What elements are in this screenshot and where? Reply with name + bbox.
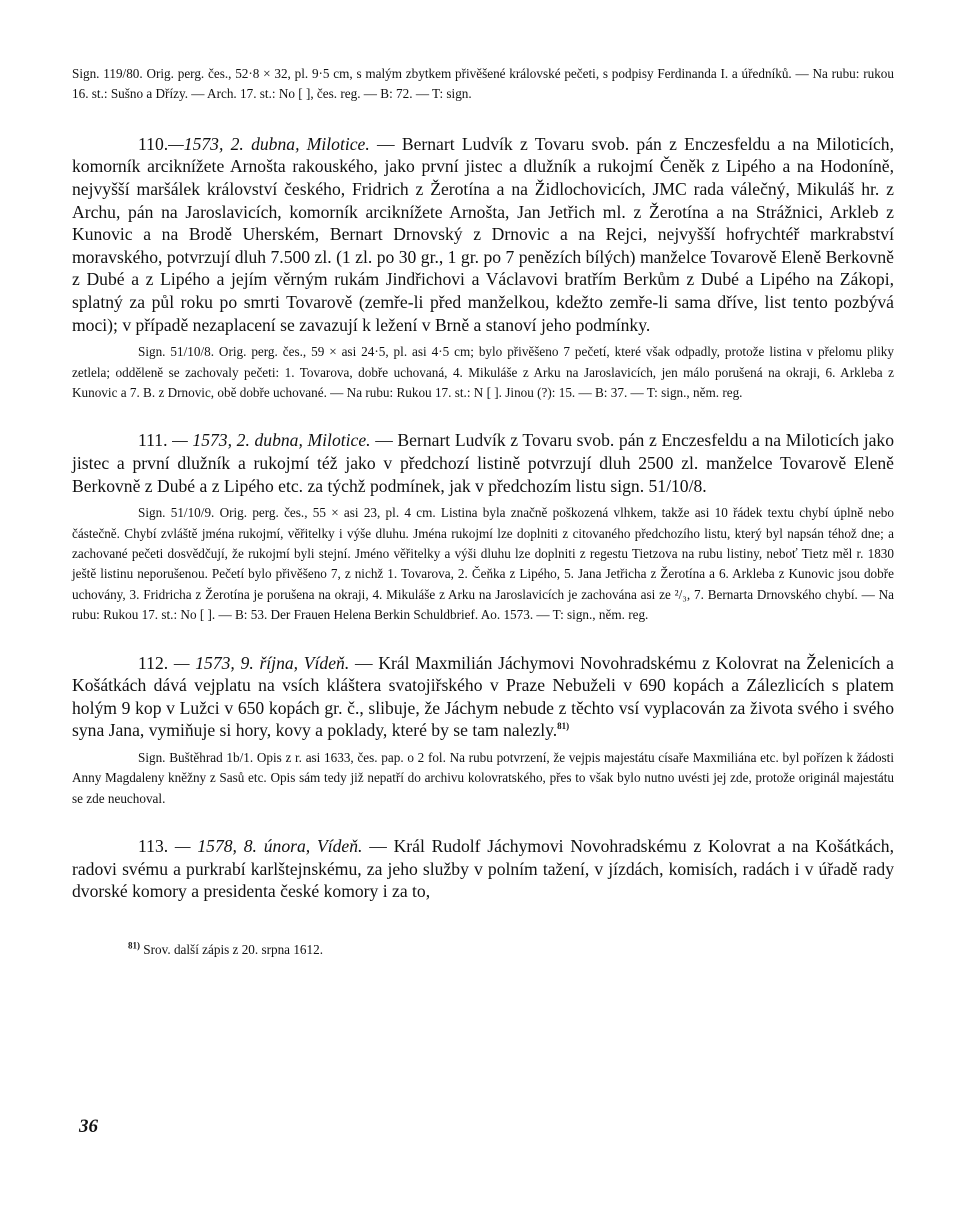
entry-date: — 1573, 9. října, Vídeň. <box>168 652 350 673</box>
entry-number: 112. <box>138 652 169 673</box>
entry-111 <box>72 429 894 497</box>
entry-text: — Král Maxmilián Jáchymovi Novohradskému z Kolovrat na Želenicích a Košátkách dává vejplatu na vsích kláštera svatojiřského v Praze Nebuželi v 690 kopách a Zálezlicích s platem holým 9 kop v Lužci v 650 kopách gr. č., slibuje, že Jáchym nebude z těchto vsí vyplacován za života svého i svého syna Jana, vymiňuje si hory, kovy a poklady, které by se tam nalezly. <box>72 652 894 741</box>
entry-112-note: Sign. Buštěhrad 1b/1. Opis z r. asi 1633, čes. pap. o 2 fol. Na rubu potvrzení, že vejpis majestátu císaře Maxmiliána etc. byl pořízen k žádosti Anny Magdaleny kněžny z Sasů etc. Opis sám tedy již nepatří do archivu kolovratského, přes to však bylo nutno uvésti jej zde, protože originál majestátu se zde neuchoval. <box>72 749 894 806</box>
footnote-text: Srov. další zápis z 20. srpna 1612. <box>140 941 324 957</box>
footnote-reference[interactable]: 81) <box>557 721 570 732</box>
entry-number: 111. <box>138 430 168 451</box>
entry-text: — Bernart Ludvík z Tovaru svob. pán z Enczesfeldu a na Miloticích, komorník arciknížete Arnošta rakouského, jako první jistec a dlužník a rukojmí Čeněk z Lipého a na Hodoníně, nejvyšší maršálek království českého, Fridrich z Žerotína a na Židlochovicích, JMC rada válečný, Mikuláš hr. z Archu, pán na Jaroslavicích, komorník arciknížete Arnošta, Jan Jetřich ml. z Žerotína a na Strážnici, Arkleb z Kunovic a na Brodě Uherském, Bernart Drnovský z Drnovic a na Rejci, nejvyšší hofrychtéř markrabství moravského, potvrzují dluh 7.500 zl. (1 zl. po 30 gr., 1 gr. po 7 penězích bílých) manželce Tovarově Eleně Berkovně z Dubé a z Lipého a jejím věrným rukám Jindřichovi a Václavovi bratřím Berkům z Dubé a Lipého na Zákopi, splatný za půl roku po smrti Tovarově (zemře-li před manželkou, kdežto zemře-li sama dříve, list tento pozbývá moci); v případě nezaplacení se zavazují k ležení v Brně a stanoví jeho podmínky. <box>72 133 894 335</box>
entry-111-note: Sign. 51/10/9. Orig. perg. čes., 55 × asi 23, pl. 4 cm. Listina byla značně poškozená vlhkem, takže asi 10 řádek textu chybí úplně nebo částečně. Chybí zvláště jména rukojmí, věřitelky i výše dluhu. Jména rukojmí lze doplniti z citovaného předchozího listu, který byl napsán téhož dne; a zachované pečeti dosvědčují, že rukojmí byli stejní. Jméno věřitelky a výši dluhu lze doplniti z regestu Tietzova na rubu listiny, neboť Tietz měl r. 1830 ještě listinu neporušenou. Pečetí bylo přivěšeno 7, z nichž 1. Tovarova, 2. Čeňka z Lipého, 5. Jana Jetřicha z Žerotína a 6. Arkleba z Kunovic jsou dobře uchovány, 3. Fridricha z Žerotína je porušena na okraji, 4. Mikuláše z Arku na Jaroslavicích je zachována asi ze ²/₃, 7. Bernarta Drnovského chybí. — Na rubu: Rukou 17. st.: No [ ]. — B: 53. Der Frauen Helena Berkin Schuldbrief. Ao. 1573. — T: sign., něm. reg. <box>72 505 894 623</box>
entry-number: 113. <box>138 836 169 857</box>
entry-date: — 1573, 2. dubna, Milotice. <box>167 430 371 451</box>
entry-113 <box>72 835 894 903</box>
entry-text: — Bernart Ludvík z Tovaru svob. pán z Enczesfeldu a na Miloticích jako jistec a první dlužník a rukojmí též jako v předchozí listině potvrzují dluh 2500 zl. manželce Tovarově Eleně Berkovně z Dubé a z Lipého etc. za týchž podmínek, jak v předchozím listu sign. 51/10/8. <box>72 430 894 496</box>
entry-date: —1573, 2. dubna, Milotice. <box>168 133 370 154</box>
entry-112 <box>72 652 894 742</box>
entry-110 <box>72 133 894 336</box>
entry-number: 110. <box>138 133 169 154</box>
page-number: 36 <box>79 1116 98 1137</box>
continuation-note: Sign. 119/80. Orig. perg. čes., 52·8 × 32, pl. 9·5 cm, s malým zbytkem přivěšené královské pečeti, s podpisy Ferdinanda I. a úředníků. — Na rubu: rukou 16. st.: Sušno a Dřízy. — Arch. 17. st.: No [ ], čes. reg. — B: 72. — T: sign. <box>72 66 894 102</box>
page-content <box>72 64 894 959</box>
entry-110-note: Sign. 51/10/8. Orig. perg. čes., 59 × asi 24·5, pl. asi 4·5 cm; bylo přivěšeno 7 pečetí, které však odpadly, protože listina v přelomu pliky zetlela; odděleně se zachovaly pečeti: 1. Tovarova, dobře uchovaná, 4. Mikuláše z Arku na Jaroslavicích, jen málo porušená na okraji, 6. Arkleba z Kunovic a 7. B. z Drnovic, obě dobře uchované. — Na rubu: Rukou 17. st.: N [ ]. Jinou (?): 15. — B: 37. — T: sign., něm. reg. <box>72 344 894 400</box>
entry-date: — 1578, 8. února, Vídeň. <box>168 836 363 857</box>
footnote-mark: 81) <box>128 940 140 951</box>
footnote <box>128 941 894 959</box>
entry-text: — Král Rudolf Jáchymovi Novohradskému z Kolovrat a na Košátkách, radovi svému a purkrabí karlštejnskému, za jeho služby v polním tažení, v jízdách, komisích, radách i v úřadě rady dvorské komory a presidenta české komory i za to, <box>72 836 894 902</box>
